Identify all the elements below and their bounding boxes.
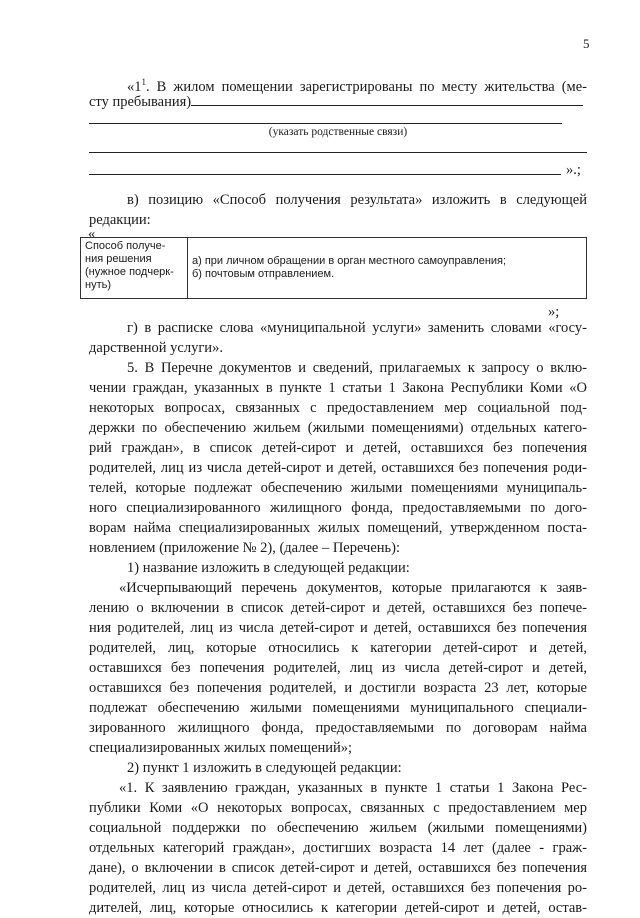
table-options-cell — [188, 238, 587, 299]
item-1-line: специализированных жилых помещений»; — [89, 740, 353, 756]
item-1-line: зированного жилищного фонда, предоставляемыми по договорам найма — [89, 720, 587, 736]
para-v-line1: в) позицию «Способ получения результата» изложить в следующей — [127, 192, 587, 208]
para-5-line: рий граждан», в список детей-сирот и детей, оставшихся без попечения — [89, 440, 587, 456]
item-2-line: родителей, лиц из числа детей-сирот и детей, оставшихся без попечения ро- — [89, 880, 587, 896]
para-1-1-text2: сту пребывания) — [89, 94, 192, 110]
item-1-title: 1) название изложить в следующей редакции: — [127, 560, 410, 576]
item-1-line: лению о включении в список детей-сирот и детей, оставшихся без попече- — [89, 600, 587, 616]
para-5-line: ворам найма специализированных жилых помещений, утвержденном поста- — [89, 520, 587, 536]
item-1-line: оставшихся без попечения родителей, и достигли возраста 23 лет, которые — [89, 680, 587, 696]
fill-in-line — [191, 93, 583, 106]
item-1-line: ния родителей, лиц из числа детей-сирот и детей, оставшихся без попечения — [89, 620, 587, 636]
result-method-table — [80, 237, 587, 299]
item-2-line: дителей, лиц, которые относились к категории детей-сирот и детей, остав- — [89, 900, 587, 916]
item-1-line: «Исчерпывающий перечень документов, которые прилагаются к заяв- — [119, 580, 587, 596]
close-quote: »; — [548, 304, 560, 320]
para-5-line: некоторых вопросах, связанных с предоставлением мер социальной под- — [89, 400, 587, 416]
item-2-title: 2) пункт 1 изложить в следующей редакции: — [127, 760, 402, 776]
para-1-1-text: . В жилом помещении зарегистрированы по месту жительства (ме- — [146, 78, 587, 95]
item-1-line: оставшихся без попечения родителей, лиц из числа детей-сирот и детей, — [89, 660, 587, 676]
relations-caption: (указать родственные связи) — [268, 126, 408, 138]
para-5-line: чении граждан, указанных в пункте 1 статьи 1 Закона Республики Коми «О — [89, 380, 587, 396]
item-2-line: дане), о включении в список детей-сирот и детей, оставшихся без попечения — [89, 860, 587, 876]
para-g-line2: дарственной услуги». — [89, 340, 223, 356]
item-1-line: подлежат обеспечению жилыми помещениями муниципального специали- — [89, 700, 587, 716]
para-1-1-line2 — [89, 92, 587, 112]
para-5-line: родителей, лиц из числа детей-сирот и детей, оставшихся без попечения роди- — [89, 460, 587, 476]
table-label-text: Способ получе- ния решения (нужное подчерк- нуть) — [85, 240, 174, 291]
para-g-line1: г) в расписке слова «муниципальной услуги» заменить словами «госу- — [127, 320, 587, 336]
fill-in-rule-2 — [89, 152, 587, 153]
para-5-line: телей, которые подлежат обеспечению жилыми помещениями муниципаль- — [89, 480, 587, 496]
open-quote: « — [88, 226, 96, 242]
para-5-line: держки по обеспечению жильем (жилыми помещениями) отдельных катего- — [89, 420, 587, 436]
item-2-line: «1. К заявлению граждан, указанных в пункте 1 статьи 1 Закона Рес- — [119, 780, 587, 796]
item-2-line: социальной поддержки по обеспечению жильем (жилыми помещениями) — [89, 820, 587, 836]
para-1-1-sup: 1 — [141, 77, 146, 87]
item-2-line: отдельных категорий граждан», достигших возраста 14 лет (далее - граж- — [89, 840, 587, 856]
option-a: а) при личном обращении в орган местного самоуправления; — [192, 255, 507, 267]
para-5-line: 5. В Перечне документов и сведений, прилагаемых к запросу о вклю- — [127, 360, 587, 376]
para-v-line2: редакции: — [89, 212, 151, 228]
para-1-1-end: ».; — [566, 162, 581, 178]
page-number: 5 — [583, 36, 590, 51]
fill-in-rule-3 — [89, 174, 561, 175]
para-5-line: ного специализированного жилищного фонда, предоставляемыми по дого- — [89, 500, 587, 516]
item-1-line: родителей, лиц, которые относились к категории детей-сирот и детей, — [89, 640, 587, 656]
item-2-line: публики Коми «О некоторых вопросах, связанных с предоставлением мер — [89, 800, 587, 816]
table-label-cell — [81, 238, 188, 299]
option-b: б) почтовым отправлением. — [192, 268, 335, 280]
para-1-1-prefix: «1 — [127, 78, 142, 95]
fill-in-rule-1 — [89, 123, 562, 124]
para-5-line: новлением (приложение № 2), (далее – Перечень): — [89, 540, 401, 556]
